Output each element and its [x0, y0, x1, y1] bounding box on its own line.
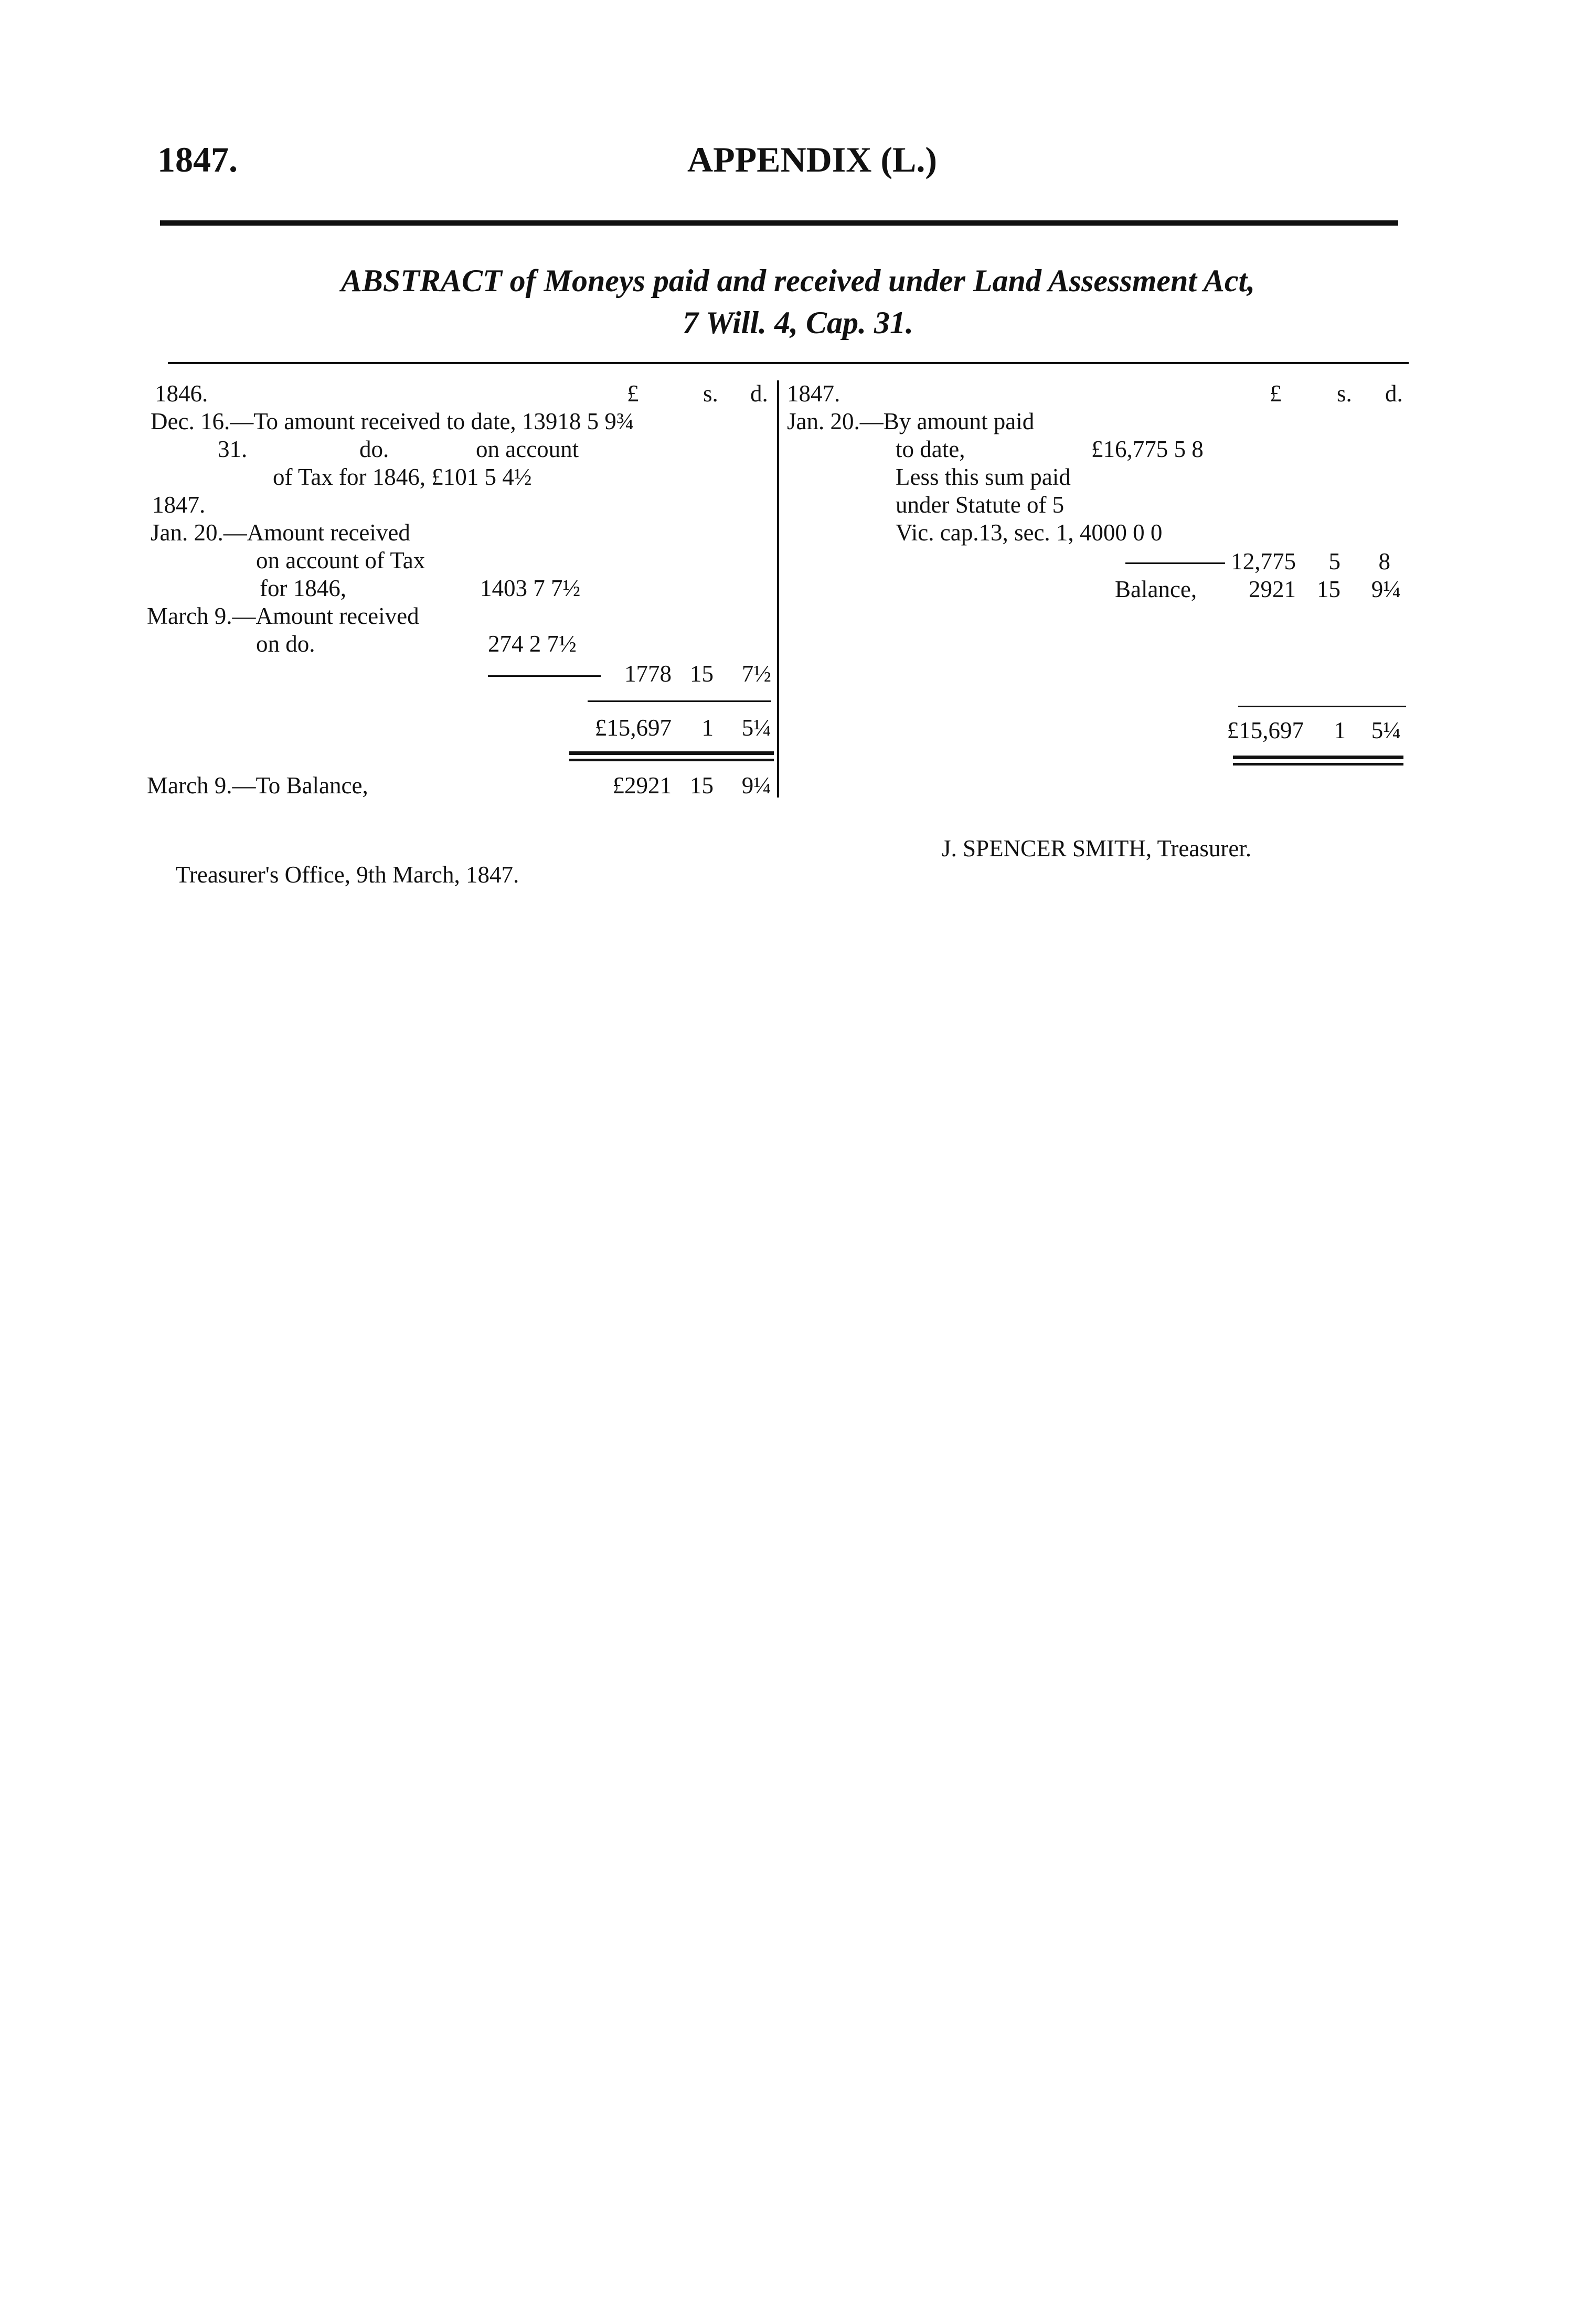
debit-entry-31-date: 31. [218, 436, 248, 462]
credit-balance-shillings: 15 [1317, 576, 1340, 602]
column-divider [777, 380, 779, 798]
credit-net-pence: 8 [1378, 548, 1390, 575]
debit-subtotal-pounds: 1778 [624, 661, 672, 687]
debit-double-rule-bottom [569, 759, 774, 761]
debit-entry-jan20-amount: 1403 7 7½ [480, 575, 581, 601]
debit-balance-pence: 9¼ [741, 772, 771, 799]
debit-entry-31-ditto: do. [359, 436, 389, 462]
debit-entry-mar9-on: on do. [256, 631, 315, 657]
debit-total-rule [588, 700, 771, 702]
credit-entry-paid-amount: £16,775 5 8 [1091, 436, 1204, 462]
debit-entry-jan20-account: on account of Tax [256, 547, 425, 573]
credit-entry-vic: Vic. cap.13, sec. 1, 4000 0 0 [896, 519, 1163, 546]
debit-double-rule-top [569, 751, 774, 755]
debit-subtotal-pence: 7½ [741, 661, 771, 687]
credit-col-pence: d. [1385, 380, 1403, 407]
debit-col-pounds: £ [627, 380, 639, 407]
debit-balance-pounds: £2921 [612, 772, 672, 799]
credit-net-shillings: 5 [1328, 548, 1340, 575]
credit-year-1847: 1847. [787, 380, 840, 407]
treasurer-office-date: Treasurer's Office, 9th March, 1847. [176, 862, 519, 888]
credit-total-shillings: 1 [1334, 717, 1346, 743]
credit-total-pounds: £15,697 [1227, 717, 1304, 743]
debit-col-shillings: s. [703, 380, 718, 407]
credit-balance-pence: 9¼ [1371, 576, 1401, 602]
page-year: 1847. [157, 140, 238, 179]
debit-col-pence: d. [750, 380, 768, 407]
debit-entry-mar9-amount: 274 2 7½ [488, 631, 577, 657]
credit-col-pounds: £ [1270, 380, 1282, 407]
debit-total-pence: 5¼ [741, 715, 771, 741]
credit-total-rule [1238, 706, 1406, 707]
debit-total-shillings: 1 [701, 715, 714, 741]
abstract-title-line1: ABSTRACT of Moneys paid and received under Land Assessment Act, [341, 263, 1255, 298]
credit-entry-statute: under Statute of 5 [896, 492, 1065, 518]
header-rule [160, 220, 1398, 226]
debit-entry-31-account: on account [476, 436, 579, 462]
credit-net-pounds: 12,775 [1231, 548, 1296, 575]
credit-entry-less: Less this sum paid [896, 464, 1071, 490]
credit-balance-label: Balance, [1115, 576, 1197, 602]
debit-entry-mar9: March 9.—Amount received [147, 603, 419, 629]
credit-entry-to-date: to date, [896, 436, 965, 462]
abstract-title-line2: 7 Will. 4, Cap. 31. [682, 305, 914, 340]
credit-double-rule-top [1233, 756, 1403, 759]
debit-subtotal-shillings: 15 [690, 661, 714, 687]
debit-entry-jan20: Jan. 20.—Amount received [151, 519, 410, 546]
debit-entry-dec16: Dec. 16.—To amount received to date, 13918 5 9¾ [151, 408, 634, 434]
debit-year-1847: 1847. [152, 492, 206, 518]
credit-balance-pounds: 2921 [1249, 576, 1296, 602]
table-top-rule [168, 362, 1409, 364]
credit-entry-jan20: Jan. 20.—By amount paid [787, 408, 1035, 434]
treasurer-signature: J. SPENCER SMITH, Treasurer. [942, 835, 1252, 862]
debit-year-1846: 1846. [155, 380, 208, 407]
appendix-heading: APPENDIX (L.) [687, 140, 937, 179]
credit-col-shillings: s. [1337, 380, 1352, 407]
debit-entry-jan20-for: for 1846, [260, 575, 346, 601]
debit-balance-label: March 9.—To Balance, [147, 772, 368, 799]
debit-balance-shillings: 15 [690, 772, 714, 799]
credit-double-rule-bottom [1233, 763, 1403, 766]
credit-total-pence: 5¼ [1371, 717, 1401, 743]
debit-entry-31-tax: of Tax for 1846, £101 5 4½ [273, 464, 532, 490]
debit-total-pounds: £15,697 [594, 715, 672, 741]
